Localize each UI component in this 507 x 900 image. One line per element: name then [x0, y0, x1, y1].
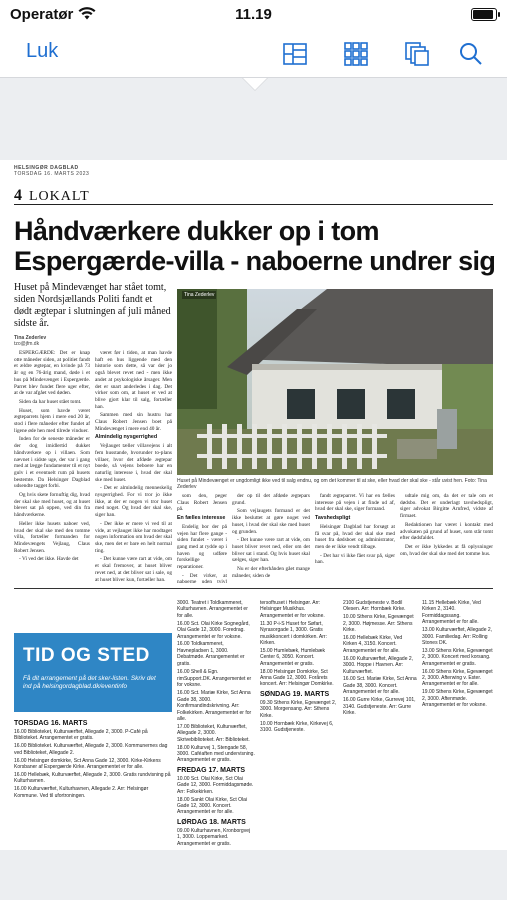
article-paragraph: - Det har vi ikke fået svar på, siger han. [315, 552, 395, 566]
listings-column-2 [177, 676, 255, 850]
listing-item: 15.00 Humlebæk, Humlebæk Center 6, 3050. Koncert. Arrangementet er gratis. [260, 647, 326, 667]
article-paragraph: Siden da har huset stået tomt. [19, 398, 82, 405]
listings-column-5 [343, 600, 417, 850]
layout-icon[interactable] [282, 41, 308, 67]
article-column-2 [95, 350, 172, 585]
listing-item: 13.00 Kulturværftet, Allegade 2, 3000. Familiedag. Arr: Rolling Stones DK. [422, 627, 493, 646]
listing-item: 17.00 Biblioteket, Kulturværftet, Allegade 2, 3000. Skrivebiblioteket. Arr: Biblioteket. [177, 723, 250, 743]
headline-line-1: Håndværkere dukker op i tom [14, 216, 379, 246]
listing-day-heading: SØNDAG 19. MARTS [260, 690, 330, 698]
grid-icon[interactable] [343, 41, 369, 67]
photo-credit: Tina Zederlev [184, 292, 215, 298]
listing-item: 10.00 Sthens Kirke, Egevænget 2, 3000. Højmesse. Arr: Sthens Kirke. [343, 614, 414, 634]
listing-item: 19.00 Sthens Kirke, Egevænget 2, 3000. Aftenmøde. Arrangementet er for voksne. [422, 689, 493, 709]
article-paragraph: - Det kunne være rart at vide, om et skal fremover, at huset bliver revet ned, at det bliver sat i sale, og at huset bliver kun, fortæller han. [95, 556, 172, 583]
newspaper-page[interactable] [0, 160, 507, 850]
subheading: En fælles interesse [177, 515, 226, 522]
listing-item: 16.00 Kulturværftet, Allegade 2, 3000. Hoppe i Havnen. Arr: Kulturværftet. [343, 655, 414, 675]
article-paragraph: været før i tiden, at man havde haft en hus liggende med den historie som dette, så var der jo også blevet revet ned - men ikke andet at psykologiske årsager. Men det er snart anderledes i dag. Det virker som om, at huset er ved at blive gjort klar til salg, fortæller han. [95, 350, 172, 410]
article-column-1 [14, 350, 90, 585]
listing-item: 18.00 Sankt Olai Kirke, Sct Olai Gade 12, 3000. Koncert. Arrangementet er for alle. [177, 796, 248, 816]
listing-item: 16.00 Sct. Mariæ Kirke, Sct Anna Gade 38, 3000. Koncert. Arrangementet er for alle. [343, 676, 417, 696]
listing-item: 18.00 Helsingør Domkirke, Sct Anna Gade 12, 3000. Forårets koncert. Arr: Helsingør Domkirke. [260, 668, 334, 688]
listings-column-4 [260, 600, 338, 850]
listing-item: 16.00 Gurre Kirke, Gurrevej 101, 3140. Gudstjeneste. Arr: Gurre Kirke. [343, 697, 416, 716]
article-column-5 [315, 493, 395, 585]
article-paragraph: - Der ikke er mere vi ved til at vide, at vejlauget ikke har modtaget nogen information om hvad der skal ske, men det er bare en helt normal ting. [95, 520, 172, 554]
subheading: Almindelig nysgerrighed [95, 434, 158, 441]
section-divider [14, 204, 493, 205]
headline-line-2: Espergærde-villa - naboerne undrer sig [14, 246, 496, 276]
listing-item: 18.00 Kulturvej 1, Stengade 58, 3000. Caféaften med undervisning. Arrangementet er gratis. [177, 744, 255, 764]
listing-item: 16.00 Biblioteket, Kulturværftet, Allegade 2, 3000. P-Café på Biblioteket. Arrangementet er gratis. [14, 729, 148, 742]
listing-item: 16.00 Kulturværftet, Kulturhavnen, Allegade 2. Arr: Helsingør Kommune. Ved til ufortroningen. [14, 786, 149, 799]
article-paragraph: - Det kunne være rart at vide, om huset bliver revet ned, eller om det bliver sat i stand. Og hvis huset skal sælges, siger han. [232, 537, 310, 564]
listing-item: 16.00 Hellebæk Kirke, Ved Kirken 4, 3150. Koncert. Arrangementet er for alle. [343, 635, 403, 654]
article-paragraph: Vejlauget tæller villavejens i alt fem husstande, hvorunder to-plans villaer, hvor det afdøde ægtepar boede, så vejens beboere har en naturlig interesse i, hvad der skal ske med huset. [95, 443, 172, 483]
tid-og-sted-banner [14, 633, 172, 712]
listing-item: 16.00 Helsingør domkirke, Sct Anna Gade 12, 3000. Kirke-Kirkens Korsbaner af Espergærde Kirke. Arrangementet er for alle. [14, 757, 161, 771]
battery-icon [471, 8, 497, 21]
article-paragraph: Huset, som havde været ægteparrets hjem i mere end 20 år, stod i flere måneder efter fundet af ligene øde hen med tilrede vinduer. [14, 407, 90, 434]
status-bar [0, 0, 507, 30]
page-number: 4 [14, 187, 23, 204]
listing-item: 10.00 Sct. Olai Kirke, Sct Olai Gade 12, 3000. Formiddagsmøde. Arr: Folkekirken. [177, 775, 254, 795]
listing-item: 16.00 Hellebæk, Kulturværftet, Allegade 2, 3000. Gratis rundvisning på Kulturhavnen. [14, 771, 171, 785]
clock: 11.19 [235, 6, 272, 23]
listing-day-heading: TORSDAG 16. MARTS [14, 720, 88, 727]
article-column-6 [400, 493, 493, 585]
article-paragraph: Heller ikke husets naboer ved, hvad der skal ske med den tomme villa, fortæller formanden for Mindevængets Vejlaug, Claus Robert Jensen. [14, 520, 90, 554]
article-headline [14, 216, 504, 276]
listing-item: 11.15 Hellebæk Kirke, Ved Kirken 2, 3140. Formiddagssang. Arrangementet er for alle. [422, 600, 481, 626]
listings-column-1 [14, 717, 172, 850]
masthead [14, 165, 89, 177]
masthead-title: HELSINGØR DAGBLAD [14, 165, 79, 171]
subheading: Tavshedspligt [315, 515, 351, 522]
toolbar-caret [243, 78, 267, 90]
close-button[interactable]: Luk [26, 40, 59, 62]
article-paragraph: - Det er almindelig menneskelig nysgerrighed. For vi tror jo ikke ikke, at der er nogen vi tror huset med noget. Og hvad der skal ske, siger han. [95, 485, 172, 519]
section-header [14, 187, 90, 205]
article-paragraph: Nu er der efterhånden gået mange måneder, siden de [232, 566, 310, 579]
listing-item: 09.00 Kulturhavnen, Kronborgvej 1, 3000. Loppemarked. Arrangementet er gratis. [177, 827, 251, 847]
listing-item: 16.00 Sthens Kirke, Egevænget 2, 3000. Afterwing v. Ester. Arrangementet er for alle. [422, 668, 493, 688]
photo-caption: Huset på Mindevænget er ungdomligt ikke ved til salg endnu, og om det kommer til at ske, eller hvad der skal ske - står uvist hen. Foto: Tina Zederlev [177, 478, 487, 490]
listing-item: 2100 Gudstjeneste v. Bodil Olesen. Arr: Hornbæk Kirke. [343, 600, 406, 613]
pages-icon[interactable] [404, 41, 430, 67]
listing-item: 16.00 Sct. Olai Kirke Sognegård, Olai Gade 12, 3000. Foredrag. Arrangementet er for voksne. [177, 620, 250, 640]
article-paragraph: som den, peger Claus Robert Jensen på. [177, 493, 227, 513]
listing-day-heading: FREDAG 17. MARTS [177, 766, 246, 774]
article-paragraph: Sammen med sin hustru har Claus Robert Jensen boet på Mindevænget i mere end 40 år. [95, 412, 172, 432]
listing-item: 16.00 Sct. Mariæ Kirke, Sct Anna Gade 38, 3000. Konfirmandindskrivning. Arr: Folkekirken. Arrangementet er for alle. [177, 690, 252, 722]
byline-name: Tina Zederlev [14, 335, 47, 341]
article-paragraph: ESPERGÆRDE: Det er knap otte måneder siden, at politiet fandt et ældre ægtepar, en kvinde på 73 år og en 76-årig mand, døde i et hus på Mindevænget i Espergærde. Parret blev fundet flere uger efter, at de var afgået ved døden. [14, 350, 90, 397]
article-paragraph: der op til det afdøde ægtepars grund. [232, 493, 310, 506]
listing-item: 11.30 P-i-S Huset for Søfart, Nyrasorgade 1, 3000. Gratis musikkoncert i domkirken. Arr: Kirken. [260, 620, 327, 646]
viewer-background [0, 850, 507, 900]
article-paragraph: Redaktionen har været i kontakt med advokaten på grund af huset, som står tomt efter dødsfaldet. [400, 521, 493, 542]
article-paragraph: Som vejlaugets formand er det ikke besluttet at gøre noget ved huset, i hvad der skal ske med huset og grunden. [232, 508, 310, 535]
listings-column-3 [177, 600, 255, 674]
byline [14, 335, 46, 347]
listing-day-heading: LØRDAG 18. MARTS [177, 818, 246, 826]
masthead-date: TORSDAG 16. MARTS 2023 [14, 171, 90, 177]
listing-item: 10.00 Hornbæk Kirke, Kirkevej 6, 3100. Gudstjeneste. [260, 720, 334, 733]
article-lead: Huset på Mindevænget har stået tomt, siden Nordsjællands Politi fandt et dødt ægtepar i slutningen af juli måned sidste år. [14, 282, 171, 329]
article-photo [177, 289, 493, 475]
article-column-3 [177, 493, 227, 585]
listing-item: rimSupport.DK. Arrangementet er for voksne. [177, 676, 252, 689]
article-paragraph: - Det virker, at naboerne uden tvivl [177, 572, 227, 585]
listing-item: 16.00 Biblioteket. Kulturværftet, Allegade 2, 3000. Kommunernes dag ved Biblioteket, Allegade 2. [14, 743, 168, 756]
byline-email: tzo@jfm.dk [14, 341, 40, 347]
article-column-4 [232, 493, 310, 585]
tid-og-sted-subtitle: Få dit arrangement på det sker-listen. Skriv det ind på helsingordagblad.dk/eventinfo [23, 675, 156, 690]
article-paragraph: Det er ikke lykkedes at få oplysninger om, hvad der skal ske med det tomme hus. [400, 543, 493, 557]
article-paragraph: fandt ægteparret. Vi har en fælles interesse på vejen i at finde ud af, hvad der skal ske, siger formand. [315, 493, 395, 513]
listing-item: 16.00 Toldkammeret, Havnepladsen 1, 3000. Debatmøde. Arrangementet er gratis. [177, 641, 245, 667]
search-icon[interactable] [458, 41, 484, 67]
listing-item: 16.00 Shell & Egn. [177, 668, 219, 674]
article-paragraph: - Vi ved det ikke. Havde det [19, 556, 79, 563]
listing-item: tersofhuset i Helsingør. Arr: Helsingør Musikhus. Arrangementet er for voksne. [260, 600, 325, 619]
article-paragraph: Og hvis skete fornuftig dig, hvad der skal ske med huset, og at huset blevet sat på oppen, ved din fra håndværkerne. [14, 492, 90, 519]
article-paragraph: Inden for de seneste måneder er der dog imidlertid dukket håndværkere op i villaen. Som nævnet i sidste uge, der var i gang med at lægge fundamenter til et nyt gulv i et eventuelt rum på husets bestemte. Da Helsingør Dagblad udsendte tagget forbi. [14, 436, 90, 490]
listing-item: 09.30 Sthens Kirke, Egevænget 2, 3000. Morgensang. Arr: Sthens Kirke. [260, 699, 337, 719]
carrier-label: Operatør [10, 6, 74, 23]
article-paragraph: Helsingør Dagblad har forsøgt at få svar på, hvad der skal ske med huset fra dødsboet og administrator, men de er ikke vendt tilbage. [315, 523, 395, 550]
section-title: LOKALT [29, 189, 90, 204]
article-paragraph: udtale mig om, da det er tale om et dødsbo. Det er underlagt tavshedspligt, siger advokat Birgitte Arnfred, vidste af firmaet. [400, 493, 493, 520]
listings-column-6 [422, 600, 493, 850]
article-paragraph: Endelig bor der på vejen har flere gange - siden fundet - været i gang med at rydde op i haven og udføre forskellige reparationer. [177, 523, 227, 571]
section-divider-bottom [14, 588, 493, 589]
reader-toolbar [0, 30, 507, 78]
listing-item: 3000. Teatret i Toldkammeret, Kulturhavnen. Arrangementet er for alle. [177, 600, 248, 619]
tid-og-sted-title: TID OG STED [23, 645, 150, 666]
listing-item: 13.00 Sthens Kirke, Egevænget 2, 3000. Koncert med korsang. Arrangementet er gratis. [422, 647, 493, 667]
